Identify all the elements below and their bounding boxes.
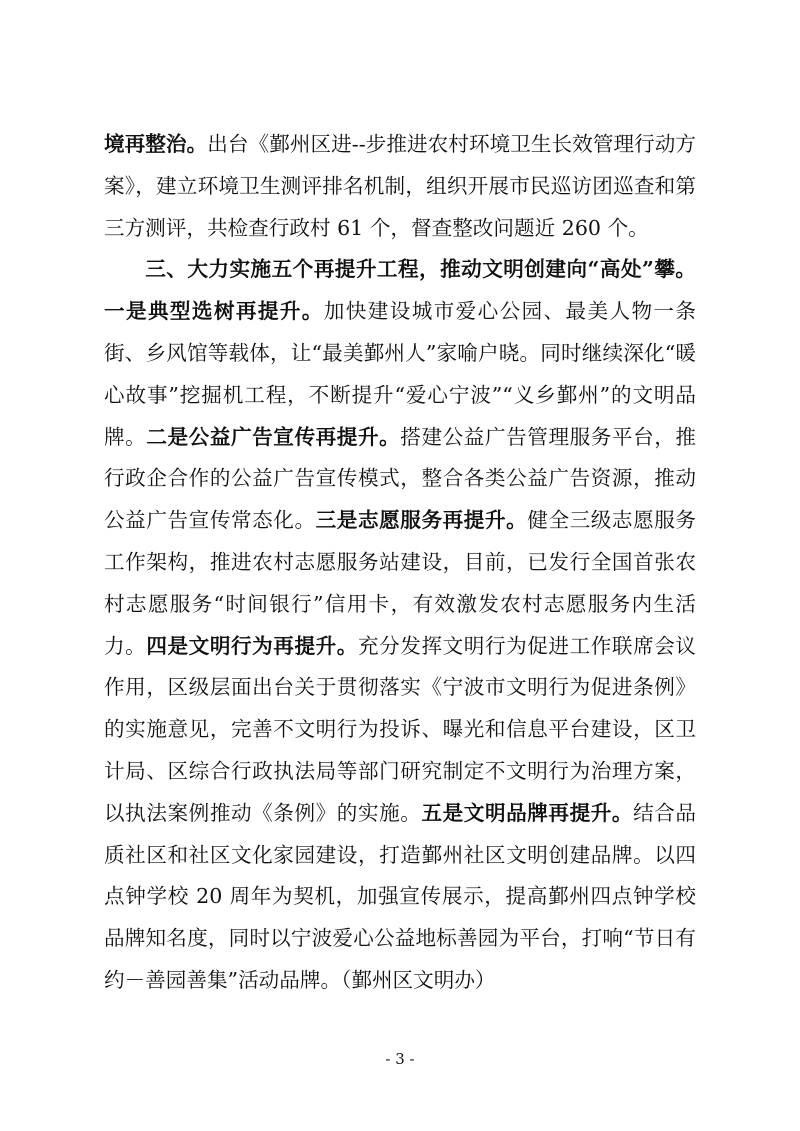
item-text: 充分发挥文明行为促进工作联席会议作用，区级层面出台关于贯彻落实《宁波市文明行为促进条例》的实施意见，完善不文明行为投诉、曝光和信息平台建设，区卫计局、区综合行政执法局等部门研究制定不文明行为治理方案，以执法案例推动《条例》的实施。: [104, 633, 697, 825]
item-lead: 一是典型选树再提升。: [104, 299, 324, 324]
paragraph-environment: [104, 124, 696, 249]
item-text: 加快建设城市爱心公园、最美人物一条街、乡风馆等载体，让“最美鄞州人”家喻户晓。同时继续深化“暖心故事”挖掘机工程，不断提升“爱心宁波”“义乡鄞州”的文明品牌。: [104, 299, 697, 449]
paragraph-text: 出台《鄞州区进--步推进农村环境卫生长效管理行动方案》，建立环境卫生测评排名机制，组织开展市民巡访团巡查和第三方测评，共检查行政村 61 个，督查整改问题近 260 个。: [104, 132, 696, 240]
item-lead: 四是文明行为再提升。: [146, 633, 358, 658]
item-lead: 五是文明品牌再提升。: [421, 800, 634, 825]
page-number: - 3 -: [385, 1050, 415, 1068]
paragraph-section-three: [104, 249, 696, 1001]
section-heading: 三、大力实施五个再提升工程，推动文明创建向“高处”攀。: [145, 257, 696, 282]
paragraph-lead: 境再整治。: [104, 132, 208, 156]
item-text: 健全三级志愿服务工作架构，推进农村志愿服务站建设，目前，已发行全国首张农村志愿服务“时间银行”信用卡，有效激发农村志愿服务内生活力。: [104, 508, 697, 658]
item-lead: 二是公益广告宣传再提升。: [146, 424, 401, 449]
item-text: 搭建公益广告管理服务平台，推行政企合作的公益广告宣传模式，整合各类公益广告资源，推动公益广告宣传常态化。: [104, 424, 697, 533]
document-body: [104, 124, 696, 1002]
item-lead: 三是志愿服务再提升。: [315, 508, 528, 533]
item-text: 结合品质社区和社区文化家园建设，打造鄞州社区文明创建品牌。以四点钟学校 20 周年为契机，加强宣传展示，提高鄞州四点钟学校品牌知名度，同时以宁波爱心公益地标善园为平台，打响“节日有约－善园善集”活动品牌。（鄞州区文明办）: [104, 800, 697, 992]
